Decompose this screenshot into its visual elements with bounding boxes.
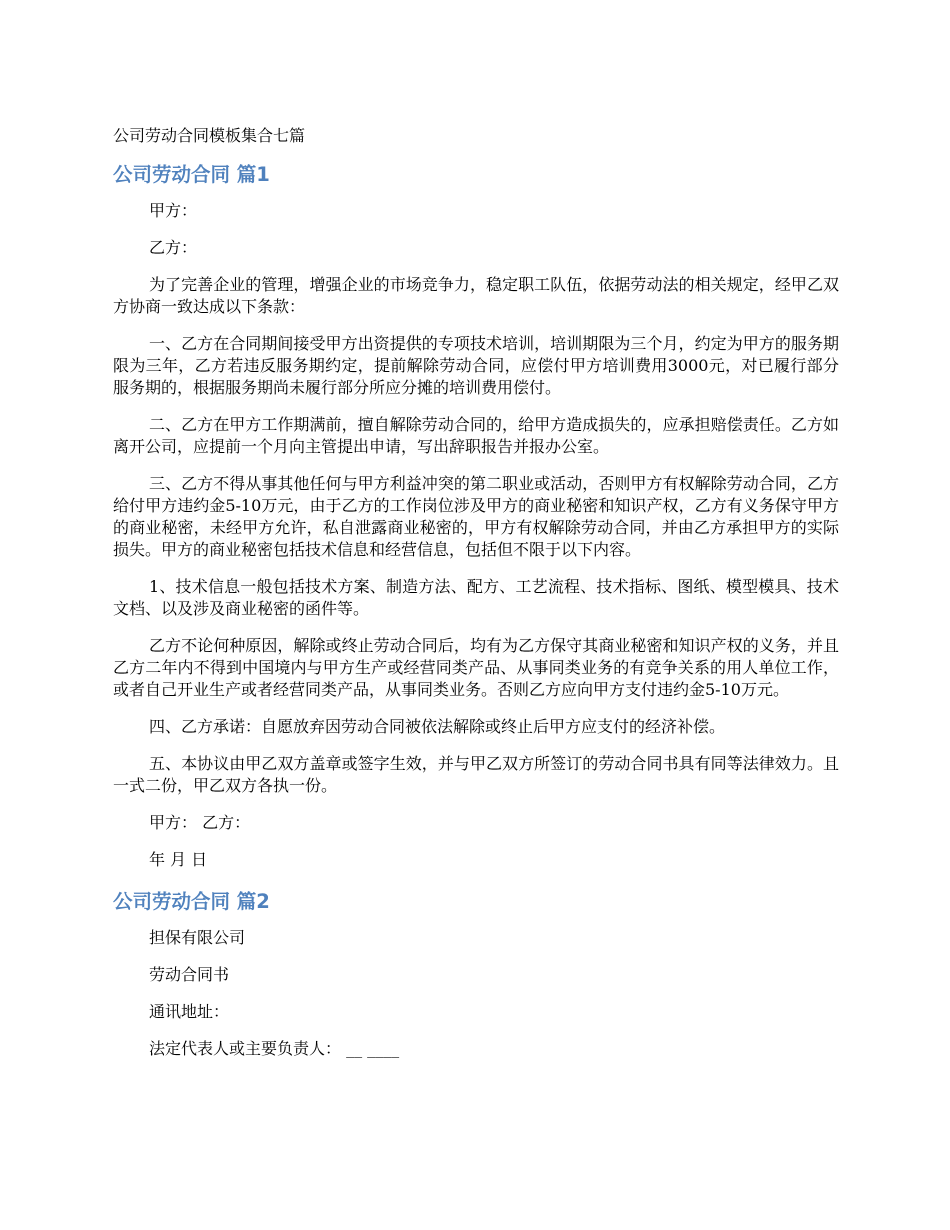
document-page: [113, 124, 839, 1075]
clause-4: 四、乙方承诺：自愿放弃因劳动合同被依法解除或终止后甲方应支付的经济补偿。: [149, 717, 726, 736]
clause-3-item-1: 1、技术信息一般包括技术方案、制造方法、配方、工艺流程、技术指标、图纸、模型模具、技术文档、以及涉及商业秘密的函件等。: [113, 577, 839, 618]
address-line: 通讯地址：: [149, 1002, 230, 1021]
legal-rep-line: 法定代表人或主要负责人： __ ____: [149, 1039, 400, 1058]
clause-5: 五、本协议由甲乙双方盖章或签字生效，并与甲乙双方所签订的劳动合同书具有同等法律效力。且一式二份，甲乙双方各执一份。: [113, 754, 839, 795]
intro-paragraph: 为了完善企业的管理，增强企业的市场竞争力，稳定职工队伍，依据劳动法的相关规定，经甲乙双方协商一致达成以下条款：: [113, 275, 839, 316]
section-1: [113, 161, 839, 871]
document-title: 公司劳动合同模板集合七篇: [113, 126, 306, 145]
confidentiality-paragraph: 乙方不论何种原因，解除或终止劳动合同后，均有为乙方保守其商业秘密和知识产权的义务，并且乙方二年内不得到中国境内与甲方生产或经营同类产品、从事同类业务的有竞争关系的用人单位工作，或者自己开业生产或者经营同类产品，从事同类业务。否则乙方应向甲方支付违约金5-10万元。: [113, 636, 839, 699]
clause-2: 二、乙方在甲方工作期满前，擅自解除劳动合同的，给甲方造成损失的，应承担赔偿责任。乙方如离开公司，应提前一个月向主管提出申请，写出辞职报告并报办公室。: [113, 415, 839, 456]
party-a-line: 甲方：: [149, 201, 198, 220]
clause-3: 三、乙方不得从事其他任何与甲方利益冲突的第二职业或活动，否则甲方有权解除劳动合同，乙方给付甲方违约金5-10万元，由于乙方的工作岗位涉及甲方的商业秘密和知识产权，乙方有义务保守甲方的商业秘密，未经甲方允许，私自泄露商业秘密的，甲方有权解除劳动合同，并由乙方承担甲方的实际损失。甲方的商业秘密包括技术信息和经营信息，包括但不限于以下内容。: [113, 474, 839, 559]
party-b-line: 乙方：: [149, 238, 198, 257]
section-heading: 公司劳动合同 篇2: [113, 890, 270, 913]
section-heading: 公司劳动合同 篇1: [113, 163, 270, 186]
contract-title-line: 劳动合同书: [149, 965, 230, 984]
signature-line: 甲方： 乙方：: [149, 813, 251, 832]
section-2: [113, 888, 839, 1060]
date-line: 年 月 日: [149, 850, 208, 869]
clause-1: 一、乙方在合同期间接受甲方出资提供的专项技术培训，培训期限为三个月，约定为甲方的服务期限为三年，乙方若违反服务期约定，提前解除劳动合同，应偿付甲方培训费用3000元，对已履行部分服务期的，根据服务期尚未履行部分所应分摊的培训费用偿付。: [113, 334, 839, 397]
company-name-line: 担保有限公司: [149, 928, 246, 947]
